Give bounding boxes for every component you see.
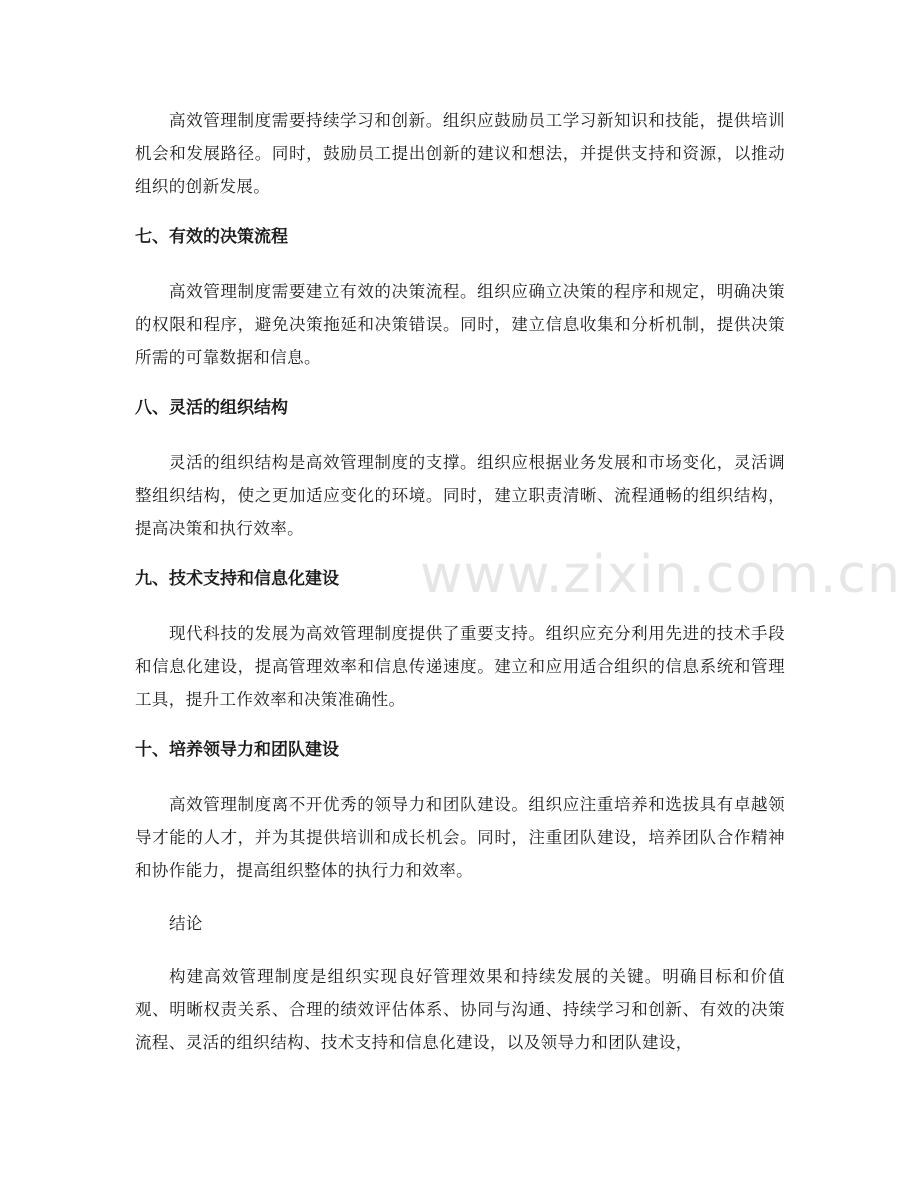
paragraph-section-7: 高效管理制度需要建立有效的决策流程。组织应确立决策的程序和规定，明确决策的权限和程序，避免决策拖延和决策错误。同时，建立信息收集和分析机制，提供决策所需的可靠数据和信息。	[135, 282, 785, 367]
paragraph-section-10: 高效管理制度离不开优秀的领导力和团队建设。组织应注重培养和选拔具有卓越领导才能的人才，并为其提供培训和成长机会。同时，注重团队建设，培养团队合作精神和协作能力，提高组织整体的执行力和效率。	[135, 795, 785, 880]
paragraph-conclusion: 构建高效管理制度是组织实现良好管理效果和持续发展的关键。明确目标和价值观、明晰权责关系、合理的绩效评估体系、协同与沟通、持续学习和创新、有效的决策流程、灵活的组织结构、技术支持和信息化建设，以及领导力和团队建设，	[135, 967, 785, 1052]
heading-section-8: 八、灵活的组织结构	[135, 398, 288, 418]
watermark: www.zixin.com.cn	[420, 545, 901, 605]
heading-section-7: 七、有效的决策流程	[135, 227, 288, 247]
paragraph-innovation: 高效管理制度需要持续学习和创新。组织应鼓励员工学习新知识和技能，提供培训机会和发展路径。同时，鼓励员工提出创新的建议和想法，并提供支持和资源，以推动组织的创新发展。	[135, 111, 785, 196]
paragraph-section-8: 灵活的组织结构是高效管理制度的支撑。组织应根据业务发展和市场变化，灵活调整组织结构，使之更加适应变化的环境。同时，建立职责清晰、流程通畅的组织结构，提高决策和执行效率。	[135, 453, 785, 538]
paragraph-section-9: 现代科技的发展为高效管理制度提供了重要支持。组织应充分利用先进的技术手段和信息化建设，提高管理效率和信息传递速度。建立和应用适合组织的信息系统和管理工具，提升工作效率和决策准确性。	[135, 624, 785, 709]
document-body	[135, 104, 785, 1059]
heading-section-9: 九、技术支持和信息化建设	[135, 569, 339, 589]
conclusion-title: 结论	[169, 914, 203, 933]
heading-section-10: 十、培养领导力和团队建设	[135, 740, 339, 760]
